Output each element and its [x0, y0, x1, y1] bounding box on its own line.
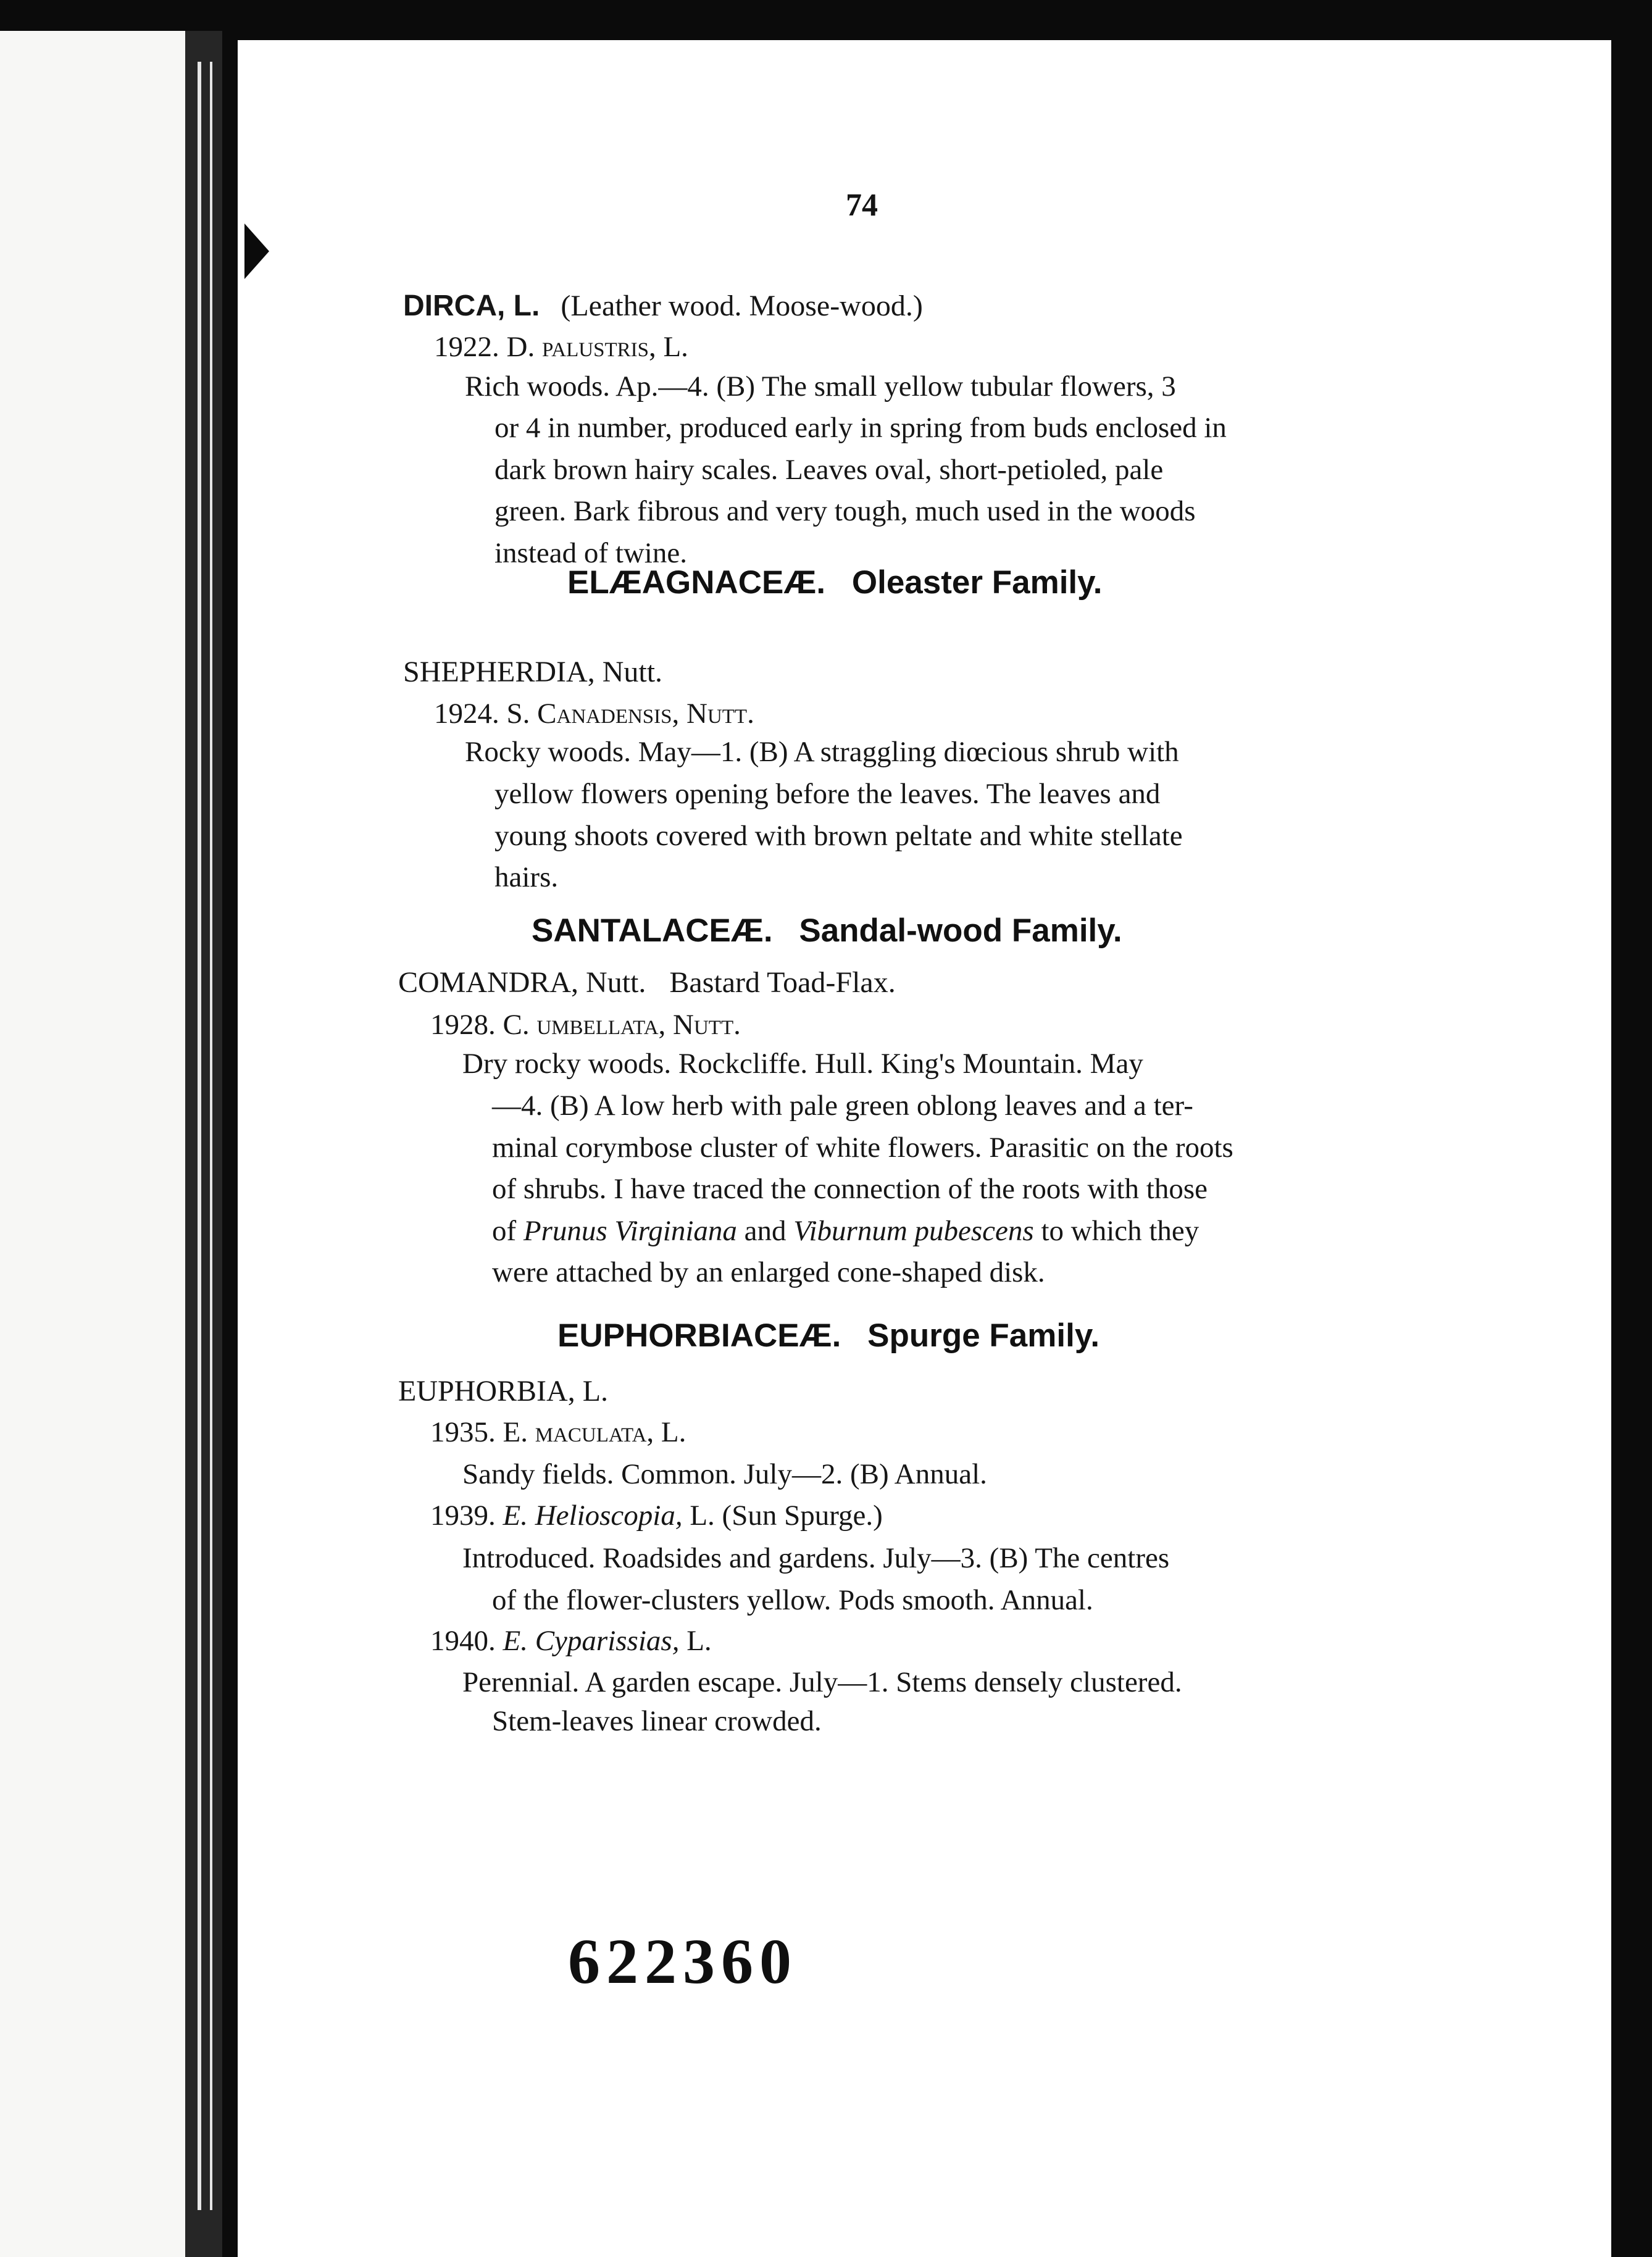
- genus-name: COMANDRA, Nutt.: [398, 966, 646, 999]
- species-number: 1940.: [430, 1625, 496, 1657]
- species-description: [462, 1043, 1574, 1085]
- description-line: instead of twine.: [494, 536, 687, 569]
- species-name: C. umbellata, Nutt.: [503, 1009, 741, 1041]
- description-line: Introduced. Roadsides and gardens. July—3. (B) The centres: [462, 1542, 1170, 1574]
- description-line: yellow flowers opening before the leaves. The leaves and: [494, 778, 1161, 810]
- text-run: and: [736, 1214, 794, 1247]
- species-number: 1939.: [430, 1500, 496, 1532]
- genus-name: DIRCA, L.: [403, 290, 540, 322]
- species-description: Sandy fields. Common. July—2. (B) Annual.: [462, 1458, 987, 1490]
- species-name: E. Helioscopia,: [503, 1500, 683, 1532]
- family-name: SANTALACEÆ.: [532, 912, 773, 949]
- book-gutter: [185, 31, 222, 2257]
- genus-heading: [403, 291, 923, 321]
- species-line: [430, 1011, 741, 1040]
- species-description: Perennial. A garden escape. July—1. Stems densely clustered.: [462, 1666, 1182, 1698]
- description-line: dark brown hairy scales. Leaves oval, short-petioled, pale: [494, 453, 1164, 486]
- description-line: hairs.: [494, 861, 559, 893]
- description-line: minal corymbose cluster of white flowers. Parasitic on the roots: [492, 1131, 1233, 1164]
- species-description: [462, 1538, 1567, 1580]
- description-line: young shoots covered with brown peltate and white stellate: [494, 819, 1183, 852]
- species-name: E. maculata, L.: [503, 1416, 686, 1448]
- genus-heading: [403, 657, 662, 687]
- page-number: 74: [846, 188, 878, 223]
- family-heading: [567, 566, 1102, 599]
- species-description: [465, 732, 1574, 774]
- genus-common-names: (Leather wood. Moose-wood.): [561, 290, 923, 322]
- species-number: 1935.: [430, 1416, 496, 1448]
- species-line: [430, 1418, 686, 1447]
- italic-species: Prunus Virginiana: [523, 1214, 737, 1247]
- accession-stamp: 622360: [568, 1926, 798, 1997]
- species-name: E. Cyparissias,: [503, 1625, 680, 1657]
- family-heading: [557, 1319, 1099, 1352]
- species-name: S. Canadensis, Nutt.: [506, 698, 754, 730]
- family-heading: [532, 914, 1122, 947]
- genus-heading: [398, 1377, 608, 1406]
- species-description-continued: Stem-leaves linear crowded.: [492, 1705, 822, 1737]
- family-name: EUPHORBIACEÆ.: [557, 1317, 841, 1354]
- description-line: were attached by an enlarged cone-shaped disk.: [492, 1256, 1045, 1288]
- description-line: Rocky woods. May—1. (B) A straggling diœcious shrub with: [465, 736, 1179, 768]
- genus-name: EUPHORBIA, L.: [398, 1375, 609, 1408]
- description-line: or 4 in number, produced early in spring from buds enclosed in: [494, 412, 1227, 444]
- species-number: 1928.: [430, 1009, 496, 1041]
- text-run: of: [492, 1214, 524, 1247]
- page-edge-strip: [198, 62, 201, 2210]
- family-common-name: Oleaster Family.: [851, 564, 1103, 601]
- species-line: [434, 699, 754, 728]
- description-line: Dry rocky woods. Rockcliffe. Hull. King's Mountain. May: [462, 1048, 1143, 1080]
- species-author: L. (Sun Spurge.): [682, 1500, 883, 1532]
- description-line: green. Bark fibrous and very tough, much used in the woods: [494, 495, 1196, 527]
- species-description-continued: [492, 1085, 1574, 1294]
- species-description: [465, 366, 1574, 408]
- family-common-name: Sandal-wood Family.: [799, 912, 1122, 949]
- genus-common-names: Bastard Toad-Flax.: [669, 966, 896, 999]
- book-page: [238, 40, 1611, 2257]
- page-edge-strip: [210, 62, 212, 2210]
- description-line: of shrubs. I have traced the connection of the roots with those: [492, 1173, 1208, 1205]
- species-author: L.: [679, 1625, 712, 1657]
- species-description-continued: [494, 407, 1574, 574]
- species-line: [430, 1627, 712, 1656]
- family-name: ELÆAGNACEÆ.: [567, 564, 826, 601]
- species-number: 1924.: [434, 698, 499, 730]
- species-name: D. palustris, L.: [506, 331, 688, 363]
- text-run: to which they: [1033, 1214, 1199, 1247]
- description-line-with-italics: [492, 1211, 1574, 1253]
- description-line: —4. (B) A low herb with pale green oblong leaves and a ter-: [492, 1090, 1193, 1122]
- italic-species: Viburnum pubescens: [793, 1214, 1034, 1247]
- species-description-continued: of the flower-clusters yellow. Pods smooth. Annual.: [492, 1584, 1093, 1616]
- species-line: [434, 333, 688, 362]
- family-common-name: Spurge Family.: [867, 1317, 1100, 1354]
- description-line: Rich woods. Ap.—4. (B) The small yellow tubular flowers, 3: [465, 370, 1176, 403]
- facing-page-margin: [0, 31, 185, 2257]
- species-line: [430, 1501, 883, 1530]
- genus-heading: [398, 968, 896, 998]
- species-description-continued: [494, 774, 1574, 899]
- genus-name: SHEPHERDIA, Nutt.: [403, 656, 663, 688]
- species-number: 1922.: [434, 331, 499, 363]
